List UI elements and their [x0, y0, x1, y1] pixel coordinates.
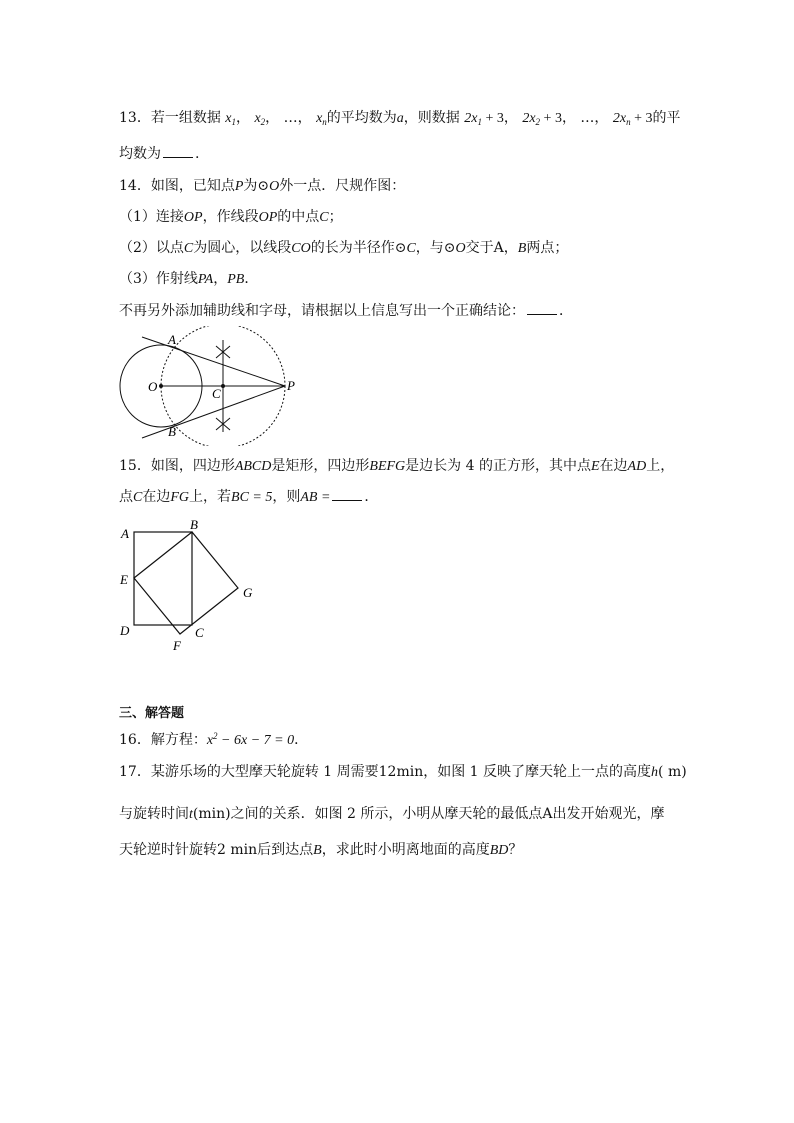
math-2xn: $2x_n + 3$: [612, 111, 653, 127]
q14-text: 不再另外添加辅助线和字母，请根据以上信息写出一个正确结论：: [119, 303, 525, 319]
figure-rectangle-square: [112, 514, 267, 654]
label-G: G: [243, 585, 253, 600]
math-unit-min: (min): [192, 806, 231, 822]
math-xn: $x_n$: [316, 111, 327, 127]
math-C: C: [183, 241, 194, 256]
q16-line: [119, 726, 308, 751]
q15-text: ，则: [272, 489, 301, 505]
q13-number: 13．: [119, 110, 151, 126]
section-heading: 三、解答题: [119, 706, 185, 721]
q14-text: ，: [213, 271, 228, 287]
q15-line1: [119, 456, 674, 477]
period: ．: [294, 732, 309, 748]
math-unit-m: ( m): [658, 764, 687, 780]
label-A: A: [121, 526, 129, 541]
sep: ，: [236, 110, 250, 126]
math-2x1: $2x_1 + 3$: [464, 111, 504, 127]
q17-text: 天轮逆时针旋转: [119, 842, 217, 858]
q13-text: 均数为: [119, 146, 161, 162]
q15-text: 上，: [646, 458, 675, 474]
q14-text: 交于: [465, 240, 494, 256]
math-CO: CO: [291, 241, 311, 256]
math-AD: AD: [627, 459, 647, 474]
q15-text: 在边: [599, 458, 628, 474]
label-D: D: [120, 623, 130, 638]
q14-text: 的中点: [277, 209, 320, 225]
sep: ，: [561, 110, 576, 126]
period: ．: [364, 489, 379, 505]
sep: ，: [297, 110, 312, 126]
math-2x2: $2x_2 + 3$: [522, 111, 562, 127]
q17-text: 后到达点: [257, 842, 314, 858]
q14-text: 为⊙: [243, 178, 270, 194]
math-C: C: [406, 241, 416, 256]
label-B: B: [190, 517, 198, 532]
math-O: O: [269, 179, 280, 194]
q16-text: 16．解方程：: [119, 732, 207, 748]
math-ABCD: ABCD: [234, 459, 272, 474]
math-A: A: [493, 240, 504, 256]
q17-text: ，求此时小明离地面的高度: [321, 842, 490, 858]
q17-text: ，如图 1 反映了摩天轮上一点的高度: [423, 764, 652, 780]
rectangle-ABCD: [134, 532, 192, 625]
math-P: P: [234, 179, 244, 194]
label-C: C: [212, 386, 221, 401]
q14-text: ，与⊙: [415, 240, 456, 256]
q15-text: 在边: [142, 489, 171, 505]
q14-text: （1）连接: [119, 209, 184, 225]
q15-text: 点: [119, 489, 133, 505]
sep: ，: [594, 110, 609, 126]
math-x2: $x_2$: [254, 111, 266, 127]
square-BEFG: [134, 532, 238, 634]
math-12min: 12min: [378, 764, 424, 780]
point-O: [159, 384, 163, 388]
q14-text: ，: [503, 240, 518, 256]
label-E: E: [120, 572, 128, 587]
math-OP: OP: [183, 210, 203, 225]
math-equation: $x^2 - 6x - 7 = 0$: [206, 731, 295, 748]
math-B: B: [313, 843, 322, 858]
q13-line1: [119, 108, 680, 132]
q14-text: 两点；: [526, 240, 569, 256]
q17-text: 之间的关系．如图 2 所示，小明从摩天轮的最低点A出发开始观光，摩: [230, 806, 665, 822]
math-OP: OP: [258, 210, 278, 225]
q14-step2: [119, 238, 568, 259]
point-C: [221, 384, 225, 388]
q14-text: 外一点．尺规作图：: [279, 178, 406, 194]
sep: ，: [503, 110, 518, 126]
q13-text: 的平: [652, 110, 681, 126]
answer-blank[interactable]: [163, 145, 193, 158]
label-C: C: [195, 625, 204, 640]
math-O: O: [455, 241, 466, 256]
math-B: B: [517, 241, 527, 256]
answer-blank[interactable]: [527, 302, 557, 315]
q15-text: 是边长为 4 的正方形，其中点: [405, 458, 591, 474]
ray-PA: [142, 337, 285, 386]
label-B: B: [168, 424, 176, 439]
figure-circles-tangent: [112, 326, 302, 446]
q14-step1: [119, 207, 343, 228]
math-condition: BC = 5: [231, 490, 273, 505]
q15-line2: [119, 487, 378, 508]
q14-text: （3）作射线: [119, 271, 198, 287]
q13-text: 的平均数为: [326, 110, 397, 126]
math-a: a: [396, 111, 404, 126]
q17-text: 17．某游乐场的大型摩天轮旋转 1 周需要: [119, 764, 379, 780]
q14-prompt: [119, 301, 573, 321]
q14-text: ．: [244, 271, 259, 287]
sep: ，: [265, 110, 280, 126]
q14-line1: [119, 176, 405, 197]
q15-text: 15．如图，四边形: [119, 458, 235, 474]
q17-line3: [119, 840, 522, 861]
math-PB: PB: [227, 272, 245, 287]
q13-text: 若一组数据: [150, 110, 221, 126]
dots: …: [283, 110, 298, 126]
q14-text: ；: [328, 209, 343, 225]
math-t: t: [189, 807, 193, 822]
label-F: F: [173, 638, 181, 653]
math-PA: PA: [197, 272, 214, 287]
period: ．: [559, 303, 573, 319]
math-C: C: [133, 490, 143, 505]
math-BD: BD: [489, 843, 509, 858]
q14-text: 14．如图，已知点: [119, 178, 235, 194]
q15-text: 是矩形，四边形: [271, 458, 370, 474]
period: .: [195, 146, 200, 162]
answer-blank[interactable]: [332, 488, 362, 501]
q17-line1: [119, 762, 687, 783]
math-AB: AB =: [300, 490, 331, 505]
math-BEFG: BEFG: [369, 459, 406, 474]
math-E: E: [590, 459, 600, 474]
q17-line2: [119, 804, 665, 825]
q14-text: （2）以点: [119, 240, 184, 256]
q17-text: ？: [508, 842, 523, 858]
math-2min: 2 min: [217, 842, 258, 858]
math-x1: $x_1$: [225, 111, 236, 127]
label-P: P: [287, 378, 295, 393]
label-O: O: [148, 379, 158, 394]
q14-text: 的长为半径作⊙: [310, 240, 407, 256]
dots: …: [580, 110, 595, 126]
q14-text: 为圆心，以线段: [193, 240, 292, 256]
label-A: A: [168, 332, 176, 347]
math-h: h: [651, 765, 659, 780]
q13-line2: [119, 144, 199, 164]
q13-text: ，则数据: [403, 110, 460, 126]
q15-text: 上，若: [189, 489, 232, 505]
q14-step3: [119, 269, 258, 290]
math-FG: FG: [170, 490, 190, 505]
q14-text: ，作线段: [202, 209, 259, 225]
math-C: C: [319, 210, 329, 225]
q17-text: 与旋转时间: [119, 806, 189, 822]
